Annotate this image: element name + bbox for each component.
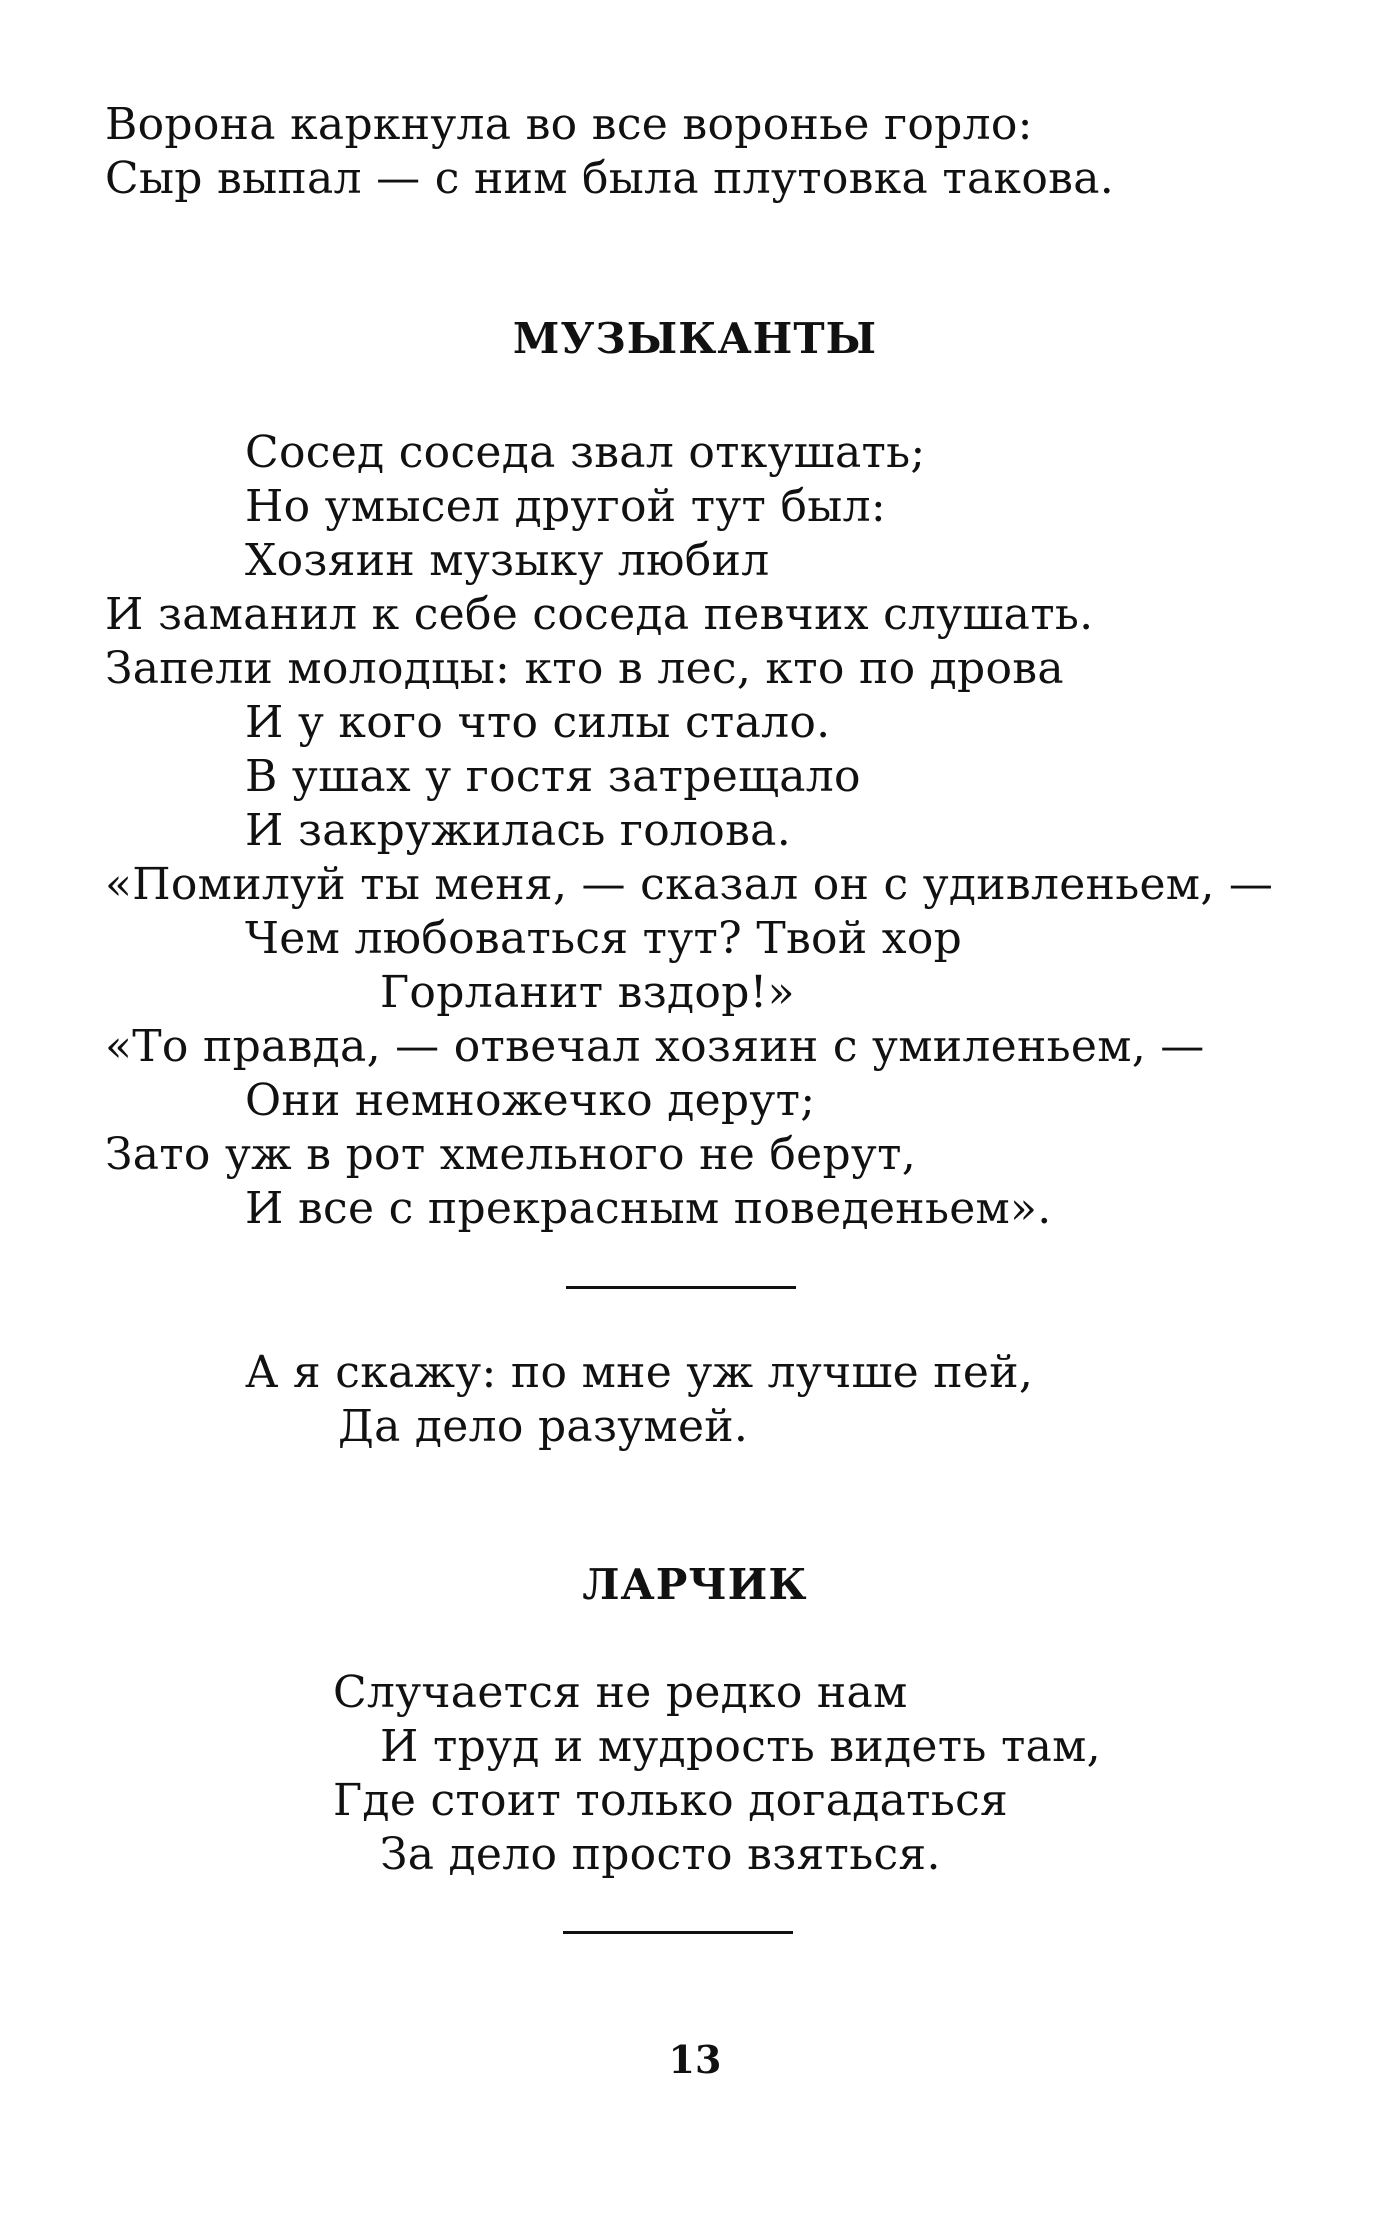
verse-line: Где стоит только догадаться (333, 1775, 1009, 1826)
fable-title: ЛАРЧИК (582, 1560, 808, 1609)
verse-line: И заманил к себе соседа певчих слушать. (105, 589, 1094, 640)
verse-line: Хозяин музыку любил (245, 535, 770, 586)
section-divider (563, 1931, 793, 1934)
moral-line: Да дело разумей. (338, 1401, 749, 1452)
fable-title: МУЗЫКАНТЫ (512, 314, 878, 363)
section-divider (566, 1286, 796, 1289)
verse-line: Но умысел другой тут был: (245, 481, 886, 532)
verse-line: Горланит вздор!» (380, 967, 795, 1018)
verse-line: И у кого что силы стало. (245, 697, 831, 748)
verse-line: Зато уж в рот хмельного не берут, (105, 1129, 917, 1180)
verse-line: «То правда, — отвечал хозяин с умиленьем, — (105, 1021, 1205, 1072)
verse-line: За дело просто взяться. (380, 1829, 941, 1880)
verse-line: И закружилась голова. (245, 805, 791, 856)
verse-line: Ворона каркнула во все воронье горло: (105, 99, 1033, 150)
verse-line: Они немножечко дерут; (245, 1075, 816, 1126)
verse-line: Запели молодцы: кто в лес, кто по дрова (105, 643, 1064, 694)
verse-line: «Помилуй ты меня, — сказал он с удивленьем, — (105, 859, 1274, 910)
verse-line: В ушах у гостя затрещало (245, 751, 861, 802)
verse-line: Чем любоваться тут? Твой хор (245, 913, 963, 964)
moral-line: А я скажу: по мне уж лучше пей, (245, 1347, 1034, 1398)
verse-line: Сосед соседа звал откушать; (245, 427, 926, 478)
verse-line: И все с прекрасным поведеньем». (245, 1183, 1052, 1234)
verse-line: И труд и мудрость видеть там, (380, 1721, 1101, 1772)
page-number: 13 (668, 2037, 722, 2082)
verse-line: Случается не редко нам (333, 1667, 908, 1718)
verse-line: Сыр выпал — с ним была плутовка такова. (105, 153, 1115, 204)
